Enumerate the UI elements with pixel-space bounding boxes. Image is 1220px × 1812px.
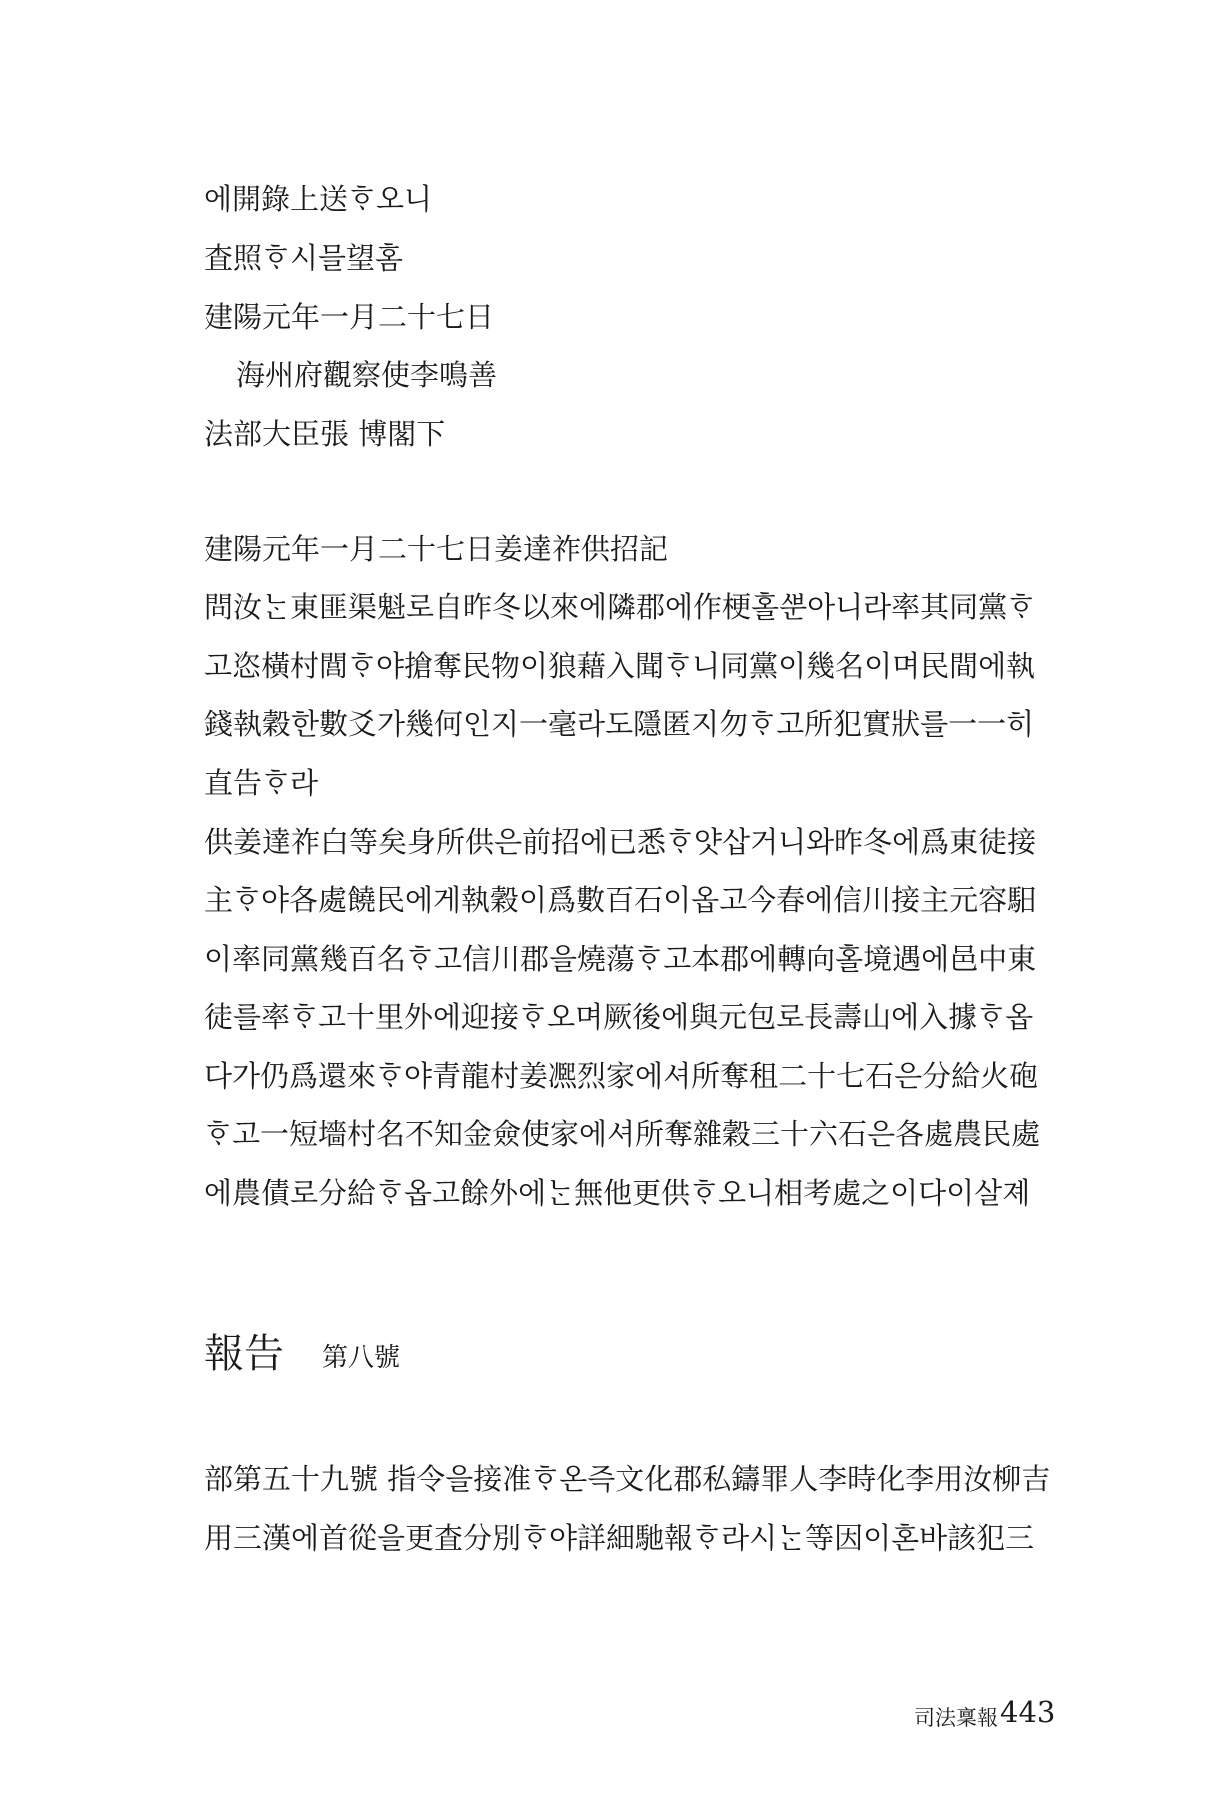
header-line-3: 建陽元年一月二十七日 xyxy=(204,300,495,334)
header-line-2: 査照ᄒᆞ시믈望홈 xyxy=(204,241,404,275)
testimony-line-12: 에農債로分給ᄒᆞ옵고餘外에ᄂᆞᆫ無他更供ᄒᆞ오니相考處之이다이살졔 xyxy=(204,1176,1031,1210)
testimony-line-4: 錢執穀한數爻가幾何인지一毫라도隱匿지勿ᄒᆞ고所犯實狀를一一히 xyxy=(204,707,1035,741)
page-number: 443 xyxy=(1000,1695,1056,1729)
testimony-line-1: 建陽元年一月二十七日姜達祚供招記 xyxy=(204,532,669,566)
header-line-4: 海州府觀察使李鳴善 xyxy=(236,358,498,392)
footer-publication: 司法稟報 xyxy=(914,1706,998,1730)
header-line-1: 에開錄上送ᄒᆞ오니 xyxy=(204,182,433,216)
header-line-5: 法部大臣張 博閣下 xyxy=(204,417,446,451)
testimony-line-5: 直告ᄒᆞ라 xyxy=(204,766,319,800)
report-title: 報告 xyxy=(204,1331,284,1377)
testimony-line-3: 고恣橫村閭ᄒᆞ야搶奪民物이狼藉入聞ᄒᆞ니同黨이幾名이며民間에執 xyxy=(204,649,1036,683)
report-number: 第八號 xyxy=(322,1343,401,1373)
testimony-line-7: 主ᄒᆞ야各處饒民에게執穀이爲數百石이옵고今春에信川接主元容馹 xyxy=(204,883,1037,917)
testimony-line-2: 問汝ᄂᆞᆫ東匪渠魁로自昨冬以來에隣郡에作梗홀ᄲᅮᆫ아니라率其同黨ᄒᆞ xyxy=(204,590,1036,624)
testimony-line-10: 다가仍爲還來ᄒᆞ야青龍村姜凞烈家에셔所奪租二十七石은分給火砲 xyxy=(204,1059,1039,1093)
report-line-1: 部第五十九號 指令을接准ᄒᆞ온즉文化郡私鑄罪人李時化李用汝柳吉 xyxy=(204,1462,1051,1496)
report-line-2: 用三漢에首從을更査分別ᄒᆞ야詳細馳報ᄒᆞ라시ᄂᆞᆫ等因이혼바該犯三 xyxy=(204,1521,1035,1555)
testimony-line-6: 供姜達祚白等矣身所供은前招에已悉ᄒᆞ얏삽거니와昨冬에爲東徒接 xyxy=(204,825,1037,859)
testimony-line-9: 徒를率ᄒᆞ고十里外에迎接ᄒᆞ오며厥後에與元包로長壽山에入據ᄒᆞ옵 xyxy=(204,1000,1034,1034)
testimony-line-11: ᄒᆞ고一短墻村名不知金僉使家에셔所奪雜穀三十六石은各處農民處 xyxy=(204,1117,1041,1151)
testimony-line-8: 이率同黨幾百名ᄒᆞ고信川郡을燒蕩ᄒᆞ고本郡에轉向홀境遇에邑中東 xyxy=(204,942,1037,976)
